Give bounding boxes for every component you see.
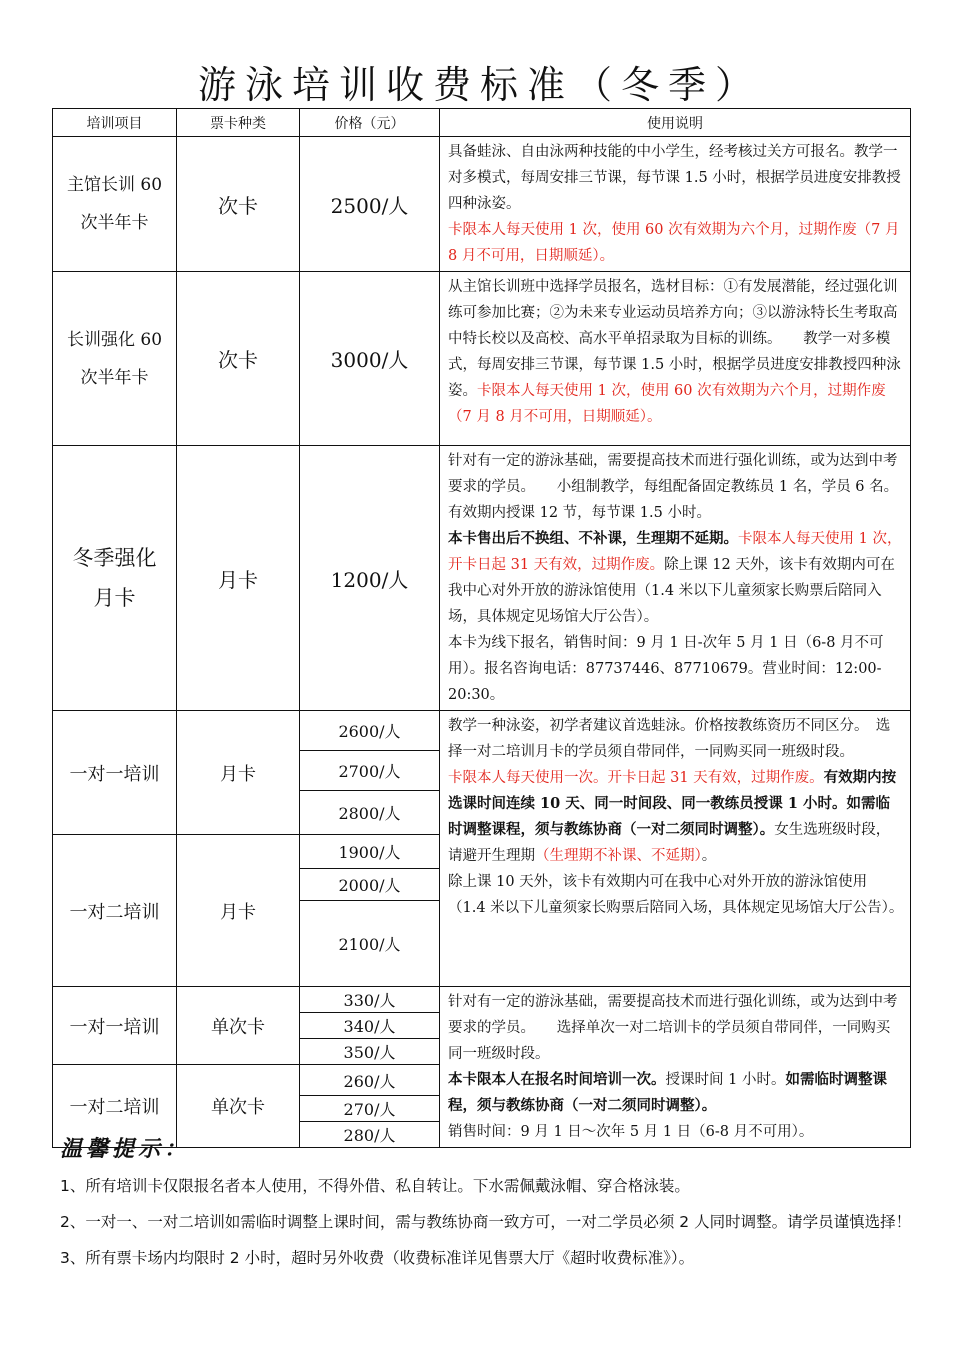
price-cell: 2000/人 bbox=[300, 869, 440, 901]
card-type-cell: 单次卡 bbox=[177, 1065, 300, 1148]
table-row bbox=[53, 446, 911, 711]
table-row bbox=[53, 711, 911, 751]
header-card-type: 票卡种类 bbox=[177, 109, 300, 137]
price-cell: 1900/人 bbox=[300, 835, 440, 869]
price-cell: 280/人 bbox=[300, 1122, 440, 1148]
card-type-cell: 月卡 bbox=[177, 711, 300, 835]
usage-cell: 针对有一定的游泳基础，需要提高技术而进行强化训练，或为达到中考要求的学员。 选择单次一对二培训卡的学员须自带同伴，一同购买同一班级时段。 本卡限本人在报名时间培训一次。授课时间 1 小时。如需临时调整课程，须与教练协商（一对二须同时调整）。 销售时间：9 月 1 日～次年 5 月 1 日（6-8 月不可用）。 bbox=[440, 987, 911, 1148]
card-type-cell: 月卡 bbox=[177, 835, 300, 987]
price-cell: 270/人 bbox=[300, 1096, 440, 1122]
price-cell: 1200/人 bbox=[300, 446, 440, 711]
price-cell: 330/人 bbox=[300, 987, 440, 1013]
price-cell: 260/人 bbox=[300, 1065, 440, 1096]
project-cell: 长训强化 60 次半年卡 bbox=[53, 272, 177, 446]
tips-title: 温馨提示： bbox=[60, 1137, 191, 1162]
project-cell: 一对二培训 bbox=[53, 835, 177, 987]
card-type-cell: 月卡 bbox=[177, 446, 300, 711]
price-cell: 2500/人 bbox=[300, 137, 440, 272]
table-row bbox=[53, 272, 911, 446]
page-title: 游泳培训收费标准（冬季） bbox=[197, 63, 762, 107]
card-type-cell: 次卡 bbox=[177, 272, 300, 446]
price-cell: 2100/人 bbox=[300, 901, 440, 987]
price-cell: 2600/人 bbox=[300, 711, 440, 751]
tip-item: 2、一对一、一对二培训如需临时调整上课时间，需与教练协商一致方可，一对二学员必须 2 人同时调整。请学员谨慎选择！ bbox=[60, 1213, 912, 1231]
table-row bbox=[53, 987, 911, 1013]
usage-cell: 具备蛙泳、自由泳两种技能的中小学生，经考核过关方可报名。教学一对多模式，每周安排三节课，每节课 1.5 小时，根据学员进度安排教授四种泳姿。 卡限本人每天使用 1 次，使用 60 次有效期为六个月，过期作废（7 月 8 月不可用，日期顺延）。 bbox=[440, 137, 911, 272]
project-cell: 一对一培训 bbox=[53, 711, 177, 835]
card-type-cell: 单次卡 bbox=[177, 987, 300, 1065]
price-cell: 2800/人 bbox=[300, 791, 440, 835]
card-type-cell: 次卡 bbox=[177, 137, 300, 272]
price-cell: 2700/人 bbox=[300, 751, 440, 791]
usage-cell: 从主馆长训班中选择学员报名，选材目标：①有发展潜能，经过强化训练可参加比赛；②为未来专业运动员培养方向；③以游泳特长生考取高中特长校以及高校、高水平单招录取为目标的训练。 教学一对多模式，每周安排三节课，每节课 1.5 小时，根据学员进度安排教授四种泳姿。卡限本人每天使用 1 次，使用 60 次有效期为六个月，过期作废（7 月 8 月不可用，日期顺延）。 bbox=[440, 272, 911, 446]
price-cell: 340/人 bbox=[300, 1013, 440, 1039]
table-header-row bbox=[53, 109, 911, 137]
fee-table bbox=[52, 108, 911, 1148]
project-cell: 主馆长训 60 次半年卡 bbox=[53, 137, 177, 272]
tip-item: 1、所有培训卡仅限报名者本人使用，不得外借、私自转让。下水需佩戴泳帽、穿合格泳装。 bbox=[60, 1177, 690, 1195]
header-project: 培训项目 bbox=[53, 109, 177, 137]
price-cell: 350/人 bbox=[300, 1039, 440, 1065]
project-cell: 冬季强化 月卡 bbox=[53, 446, 177, 711]
project-cell: 一对一培训 bbox=[53, 987, 177, 1065]
tip-item: 3、所有票卡场内均限时 2 小时，超时另外收费（收费标准详见售票大厅《超时收费标准》）。 bbox=[60, 1249, 695, 1267]
tips-section bbox=[60, 1133, 920, 1271]
table-row bbox=[53, 137, 911, 272]
project-cell: 一对二培训 bbox=[53, 1065, 177, 1148]
header-usage: 使用说明 bbox=[440, 109, 911, 137]
usage-cell: 针对有一定的游泳基础，需要提高技术而进行强化训练，或为达到中考要求的学员。 小组制教学，每组配备固定教练员 1 名，学员 6 名。有效期内授课 12 节，每节课 1.5 小时。 本卡售出后不换组、不补课，生理期不延期。卡限本人每天使用 1 次，开卡日起 31 天有效，过期作废。除上课 12 天外，该卡有效期内可在我中心对外开放的游泳馆使用（1.4 米以下儿童须家长购票后陪同入场，具体规定见场馆大厅公告）。 本卡为线下报名，销售时间：9 月 1 日-次年 5 月 1 日（6-8 月不可用）。报名咨询电话：87737446、87710679。营业时间：12:00-20:30。 bbox=[440, 446, 911, 711]
price-cell: 3000/人 bbox=[300, 272, 440, 446]
header-price: 价格（元） bbox=[300, 109, 440, 137]
usage-cell: 教学一种泳姿，初学者建议首选蛙泳。价格按教练资历不同区分。 选择一对二培训月卡的学员须自带同伴，一同购买同一班级时段。 卡限本人每天使用一次。开卡日起 31 天有效，过期作废。有效期内按选课时间连续 10 天、同一时间段、同一教练员授课 1 小时。如需临时调整课程，须与教练协商（一对二须同时调整）。女生选班级时段，请避开生理期（生理期不补课、不延期）。 除上课 10 天外，该卡有效期内可在我中心对外开放的游泳馆使用（1.4 米以下儿童须家长购票后陪同入场，具体规定见场馆大厅公告）。 bbox=[440, 711, 911, 987]
